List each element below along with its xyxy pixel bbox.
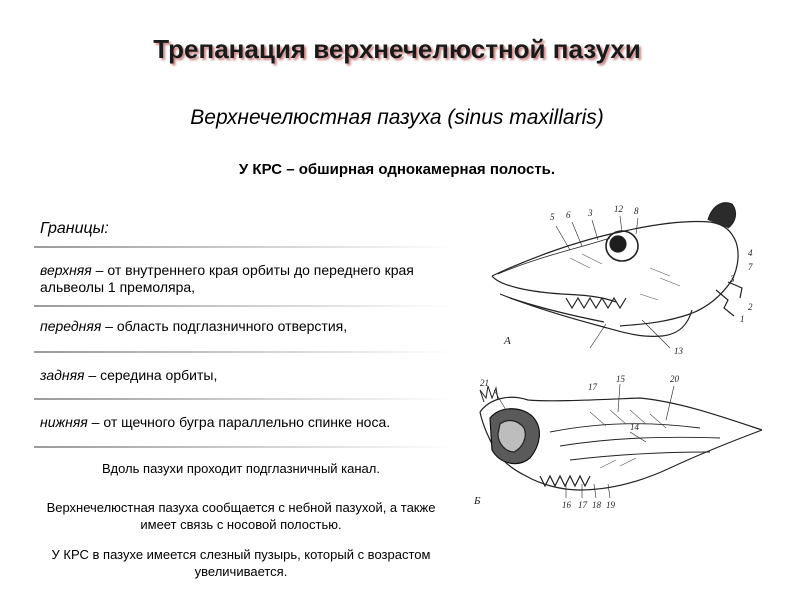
boundary-text: – от щечного бугра параллельно спинке носа. [87,414,391,430]
divider [34,446,454,448]
figure-label: 5 [550,212,555,222]
figure-label: 18 [592,500,601,510]
boundary-text: – область подглазничного отверстия, [101,318,348,334]
boundary-term: задняя [40,367,85,383]
figure-label: 6 [566,210,571,220]
figure-label: 21 [480,378,489,388]
note-lacrimal: У КРС в пазухе имеется слезный пузырь, который с возрастом увеличивается. [51,547,431,579]
divider [34,305,454,307]
boundary-term: нижняя [40,414,88,430]
figure-label: 19 [606,500,615,510]
figure-label: 17 [588,382,597,392]
figure-label: 3 [730,274,735,284]
divider [34,246,454,248]
lead-statement: У КРС – обширная однокамерная полость. [238,161,556,178]
note-canal: Вдоль пазухи проходит подглазничный канал. [102,461,380,476]
boundary-lower [40,414,450,431]
figure-label: 7 [748,262,753,272]
skull-section-illustration [470,372,770,524]
skull-lateral-illustration [470,198,770,368]
figure-label: 20 [670,374,679,384]
figure-label: 4 [748,248,753,258]
figure-label: 8 [634,206,639,216]
boundary-back [40,367,450,384]
boundary-term: верхняя [40,262,92,278]
boundary-text: – середина орбиты, [84,367,218,383]
figure-label: 14 [630,422,639,432]
boundary-upper [40,262,450,296]
figure-label: 2 [748,302,753,312]
figure-label: 12 [614,204,623,214]
boundary-term: передняя [40,318,102,334]
boundary-front [40,318,450,335]
figure-label: 3 [588,208,593,218]
figure-label: 15 [616,374,625,384]
subtitle: Верхнечелюстная пазуха (sinus maxillaris) [190,106,604,129]
figure-label: 17 [578,500,587,510]
boundary-text: – от внутреннего края орбиты до переднего края альвеолы 1 премоляра, [40,262,414,295]
divider [34,398,454,400]
divider [34,351,454,353]
boundaries-heading: Границы: [40,220,109,237]
figure-label: 1 [740,314,745,324]
figure-letter: А [504,335,511,347]
figure-label: 16 [562,500,571,510]
figure-label: 13 [674,346,683,356]
figure-letter: Б [474,495,481,507]
page-title: Трепанация верхнечелюстной пазухи [153,34,641,64]
note-communication: Верхнечелюстная пазуха сообщается с небной пазухой, а также имеет связь с носовой полостью. [46,500,436,532]
